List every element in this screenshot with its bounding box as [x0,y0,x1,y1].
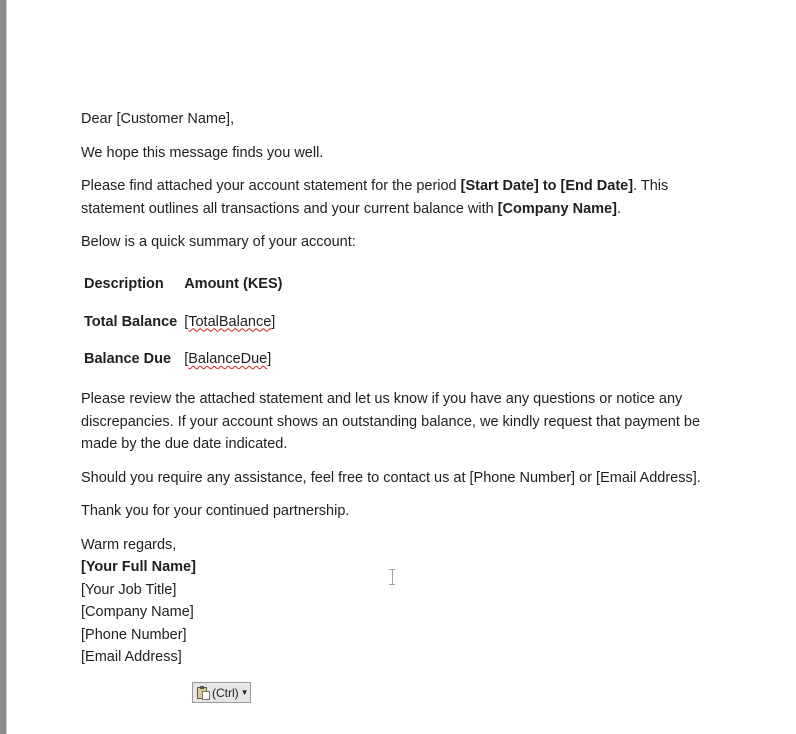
statement-text-a: Please find attached your account statement for the period [81,178,461,194]
table-row [81,341,286,379]
document-page[interactable] [81,108,731,669]
row-value-balance-due: [BalanceDue] [184,351,272,367]
col-amount-header: Amount (KES) [184,276,283,292]
account-summary-table [81,266,286,379]
signature-job-title: [Your Job Title] [81,581,177,598]
paste-options-button[interactable] [192,682,251,703]
greeting: Dear [Customer Name], [81,111,235,127]
clipboard-paste-icon [197,686,210,700]
row-label-total-balance: Total Balance [84,313,178,330]
summary-intro: Below is a quick summary of your account: [81,234,356,250]
statement-text-b: . This statement outlines all transactions and your current balance with [81,178,669,217]
row-label-balance-due: Balance Due [84,351,172,367]
total-balance-field: TotalBalance [188,313,272,330]
signature-email: [Email Address] [81,649,182,665]
row-value-total-balance: [TotalBalance] [184,313,276,330]
intro-paragraph: We hope this message finds you well. [81,144,324,161]
signature-company: [Company Name] [81,604,194,620]
signature-closing: Warm regards, [81,536,177,553]
window-left-edge [0,0,6,734]
chevron-down-icon: ▼ [240,687,249,697]
balance-due-field: BalanceDue [188,351,268,367]
col-description-header: Description [84,276,164,292]
signature-block [81,534,731,669]
statement-text-c: . [616,200,621,217]
signature-name: [Your Full Name] [81,559,196,575]
table-row [81,303,286,341]
statement-paragraph [81,175,731,220]
signature-phone: [Phone Number] [81,626,187,643]
statement-company: [Company Name] [497,200,617,217]
assistance-paragraph: Should you require any assistance, feel free to contact us at [Phone Number] or [Email Address]. [81,469,701,486]
statement-period: [Start Date] to [End Date] [460,178,634,194]
thanks-paragraph: Thank you for your continued partnership. [81,503,350,519]
table-header-row [81,266,286,304]
text-cursor-icon [388,568,396,586]
paste-options-label: (Ctrl) [212,685,239,700]
review-paragraph: Please review the attached statement and let us know if you have any questions or notice any discrepancies. If your account shows an outstanding balance, we kindly request that payment be made by the due date indicated. [81,391,701,452]
